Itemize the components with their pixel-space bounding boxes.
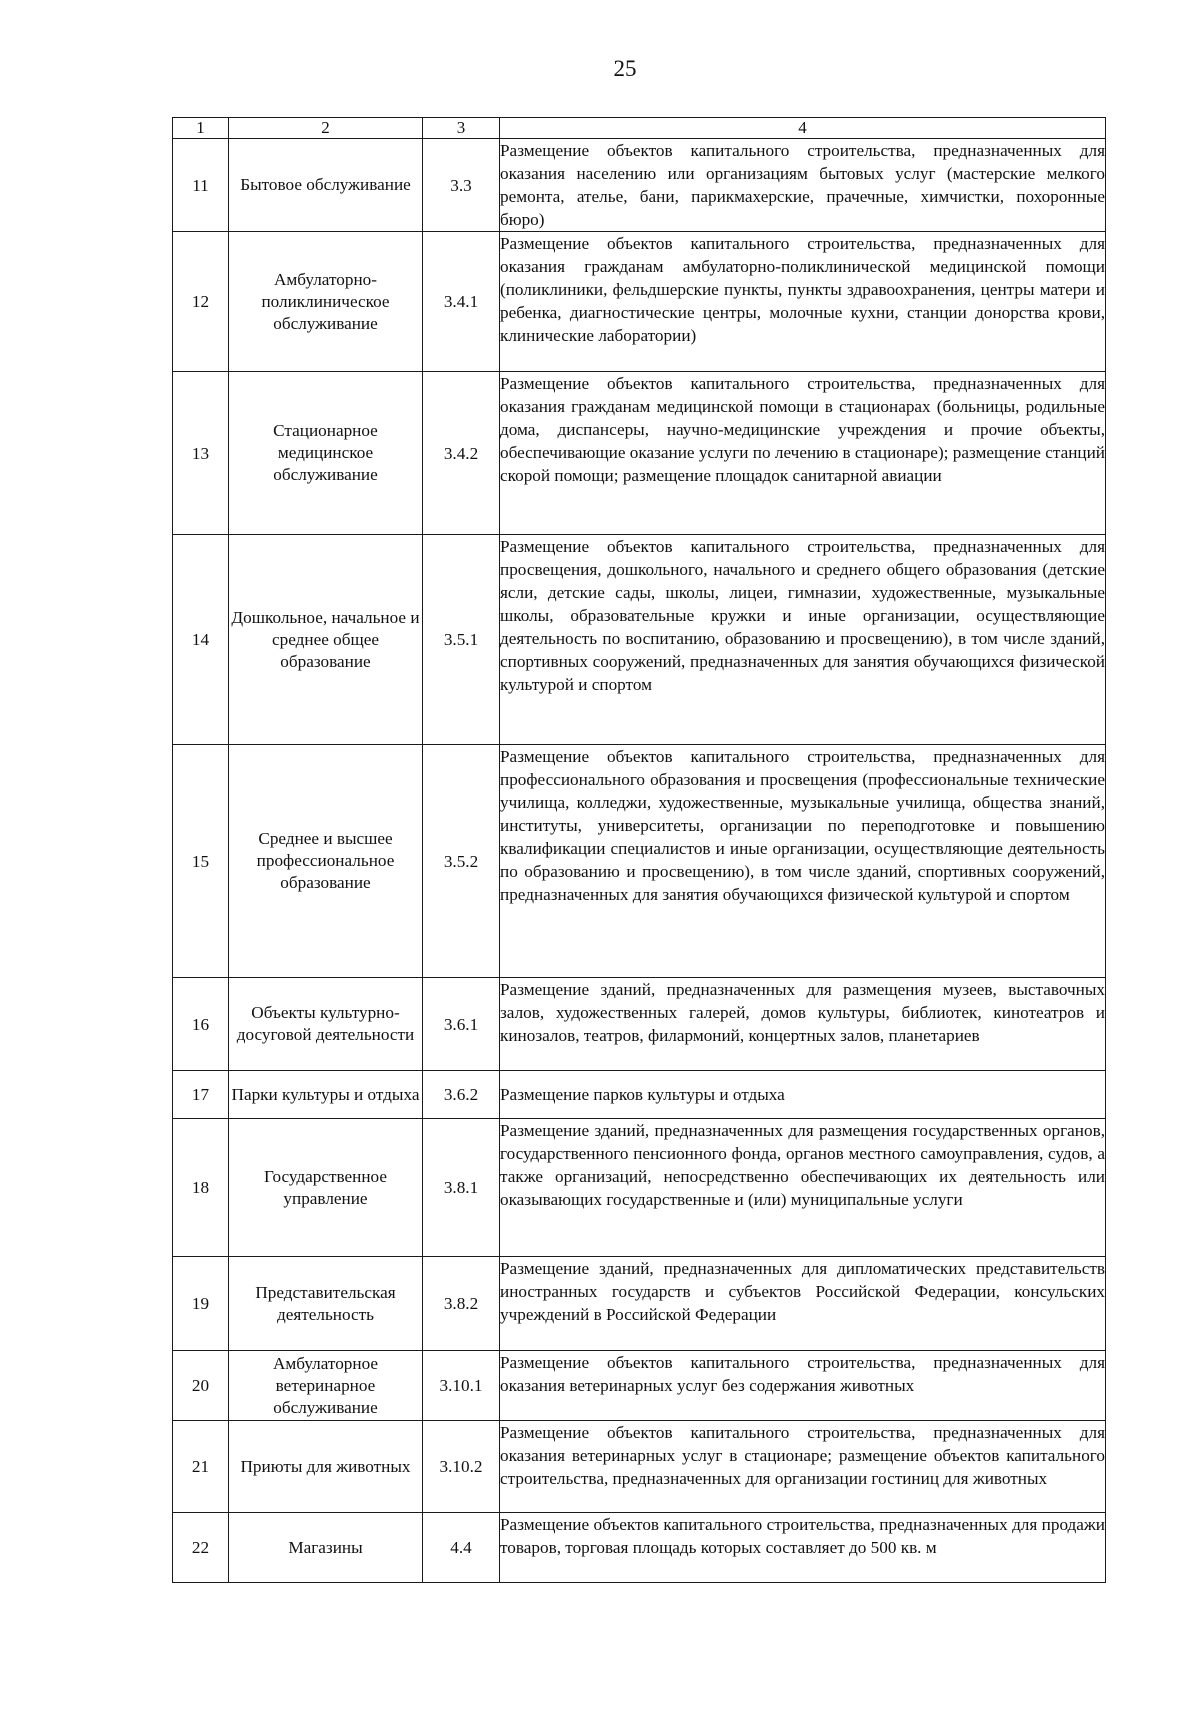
use-description: Размещение объектов капитального строительства, предназначенных для продажи товаров, торговая площадь которых составляет до 500 кв. м xyxy=(500,1513,1106,1583)
row-number: 16 xyxy=(173,978,229,1071)
use-description: Размещение парков культуры и отдыха xyxy=(500,1071,1106,1119)
classifier-code: 3.4.2 xyxy=(423,372,500,535)
use-description: Размещение объектов капитального строительства, предназначенных для оказания ветеринарных услуг без содержания животных xyxy=(500,1351,1106,1421)
use-description: Размещение объектов капитального строительства, предназначенных для оказания гражданам медицинской помощи в стационарах (больницы, родильные дома, диспансеры, научно-медицинские учреждения и прочие объекты, обеспечивающие оказание услуги по лечению в стационаре); размещение станций скорой помощи; размещение площадок санитарной авиации xyxy=(500,372,1106,535)
row-number: 18 xyxy=(173,1119,229,1257)
use-type-name: Представительская деятельность xyxy=(229,1257,423,1351)
use-type-name: Бытовое обслуживание xyxy=(229,139,423,232)
use-description: Размещение объектов капитального строительства, предназначенных для оказания ветеринарных услуг в стационаре; размещение объектов капитального строительства, предназначенных для организации гостиниц для животных xyxy=(500,1421,1106,1513)
row-number: 19 xyxy=(173,1257,229,1351)
header-cell: 2 xyxy=(229,118,423,139)
classifier-code: 3.5.2 xyxy=(423,745,500,978)
classifier-code: 3.8.2 xyxy=(423,1257,500,1351)
use-description: Размещение объектов капитального строительства, предназначенных для оказания населению или организациям бытовых услуг (мастерские мелкого ремонта, ателье, бани, парикмахерские, прачечные, химчистки, похоронные бюро) xyxy=(500,139,1106,232)
table-row xyxy=(173,139,1106,232)
table-header-row xyxy=(173,118,1106,139)
row-number: 11 xyxy=(173,139,229,232)
use-type-name: Объекты культурно-досуговой деятельности xyxy=(229,978,423,1071)
table-row xyxy=(173,1351,1106,1421)
classifier-code: 3.6.2 xyxy=(423,1071,500,1119)
use-description: Размещение объектов капитального строительства, предназначенных для профессионального образования и просвещения (профессиональные технические училища, колледжи, художественные, музыкальные училища, общества знаний, институты, университеты, организации по переподготовке и повышению квалификации специалистов и иные организации, осуществляющие деятельность по образованию и просвещению), в том числе зданий, спортивных сооружений, предназначенных для занятия обучающихся физической культурой и спортом xyxy=(500,745,1106,978)
use-description: Размещение зданий, предназначенных для размещения государственных органов, государственного пенсионного фонда, органов местного самоуправления, судов, а также организаций, непосредственно обеспечивающих их деятельность или оказывающих государственные и (или) муниципальные услуги xyxy=(500,1119,1106,1257)
header-cell: 3 xyxy=(423,118,500,139)
table-row xyxy=(173,232,1106,372)
land-use-table xyxy=(172,117,1106,1583)
row-number: 15 xyxy=(173,745,229,978)
use-description: Размещение объектов капитального строительства, предназначенных для оказания гражданам амбулаторно-поликлинической медицинской помощи (поликлиники, фельдшерские пункты, пункты здравоохранения, центры матери и ребенка, диагностические центры, молочные кухни, станции донорства крови, клинические лаборатории) xyxy=(500,232,1106,372)
table-row xyxy=(173,1257,1106,1351)
table-row xyxy=(173,745,1106,978)
use-description: Размещение зданий, предназначенных для размещения музеев, выставочных залов, художественных галерей, домов культуры, библиотек, кинотеатров и кинозалов, театров, филармоний, концертных залов, планетариев xyxy=(500,978,1106,1071)
header-cell: 4 xyxy=(500,118,1106,139)
classifier-code: 3.5.1 xyxy=(423,535,500,745)
row-number: 22 xyxy=(173,1513,229,1583)
table-row xyxy=(173,1119,1106,1257)
row-number: 14 xyxy=(173,535,229,745)
row-number: 21 xyxy=(173,1421,229,1513)
classifier-code: 3.4.1 xyxy=(423,232,500,372)
use-type-name: Государственное управление xyxy=(229,1119,423,1257)
use-type-name: Амбулаторное ветеринарное обслуживание xyxy=(229,1351,423,1421)
table-row xyxy=(173,535,1106,745)
classifier-code: 3.10.2 xyxy=(423,1421,500,1513)
use-type-name: Амбулаторно-поликлиническое обслуживание xyxy=(229,232,423,372)
header-cell: 1 xyxy=(173,118,229,139)
classifier-code: 4.4 xyxy=(423,1513,500,1583)
use-description: Размещение зданий, предназначенных для дипломатических представительств иностранных государств и субъектов Российской Федерации, консульских учреждений в Российской Федерации xyxy=(500,1257,1106,1351)
use-type-name: Стационарное медицинское обслуживание xyxy=(229,372,423,535)
classifier-code: 3.3 xyxy=(423,139,500,232)
classifier-code: 3.10.1 xyxy=(423,1351,500,1421)
use-type-name: Дошкольное, начальное и среднее общее образование xyxy=(229,535,423,745)
use-type-name: Магазины xyxy=(229,1513,423,1583)
table-row xyxy=(173,1513,1106,1583)
table-row xyxy=(173,978,1106,1071)
row-number: 17 xyxy=(173,1071,229,1119)
row-number: 20 xyxy=(173,1351,229,1421)
use-type-name: Приюты для животных xyxy=(229,1421,423,1513)
classifier-code: 3.8.1 xyxy=(423,1119,500,1257)
row-number: 12 xyxy=(173,232,229,372)
use-type-name: Парки культуры и отдыха xyxy=(229,1071,423,1119)
table-row xyxy=(173,1071,1106,1119)
table-row xyxy=(173,372,1106,535)
row-number: 13 xyxy=(173,372,229,535)
page-number: 25 xyxy=(613,56,637,81)
table-row xyxy=(173,1421,1106,1513)
use-type-name: Среднее и высшее профессиональное образование xyxy=(229,745,423,978)
use-description: Размещение объектов капитального строительства, предназначенных для просвещения, дошкольного, начального и среднего общего образования (детские ясли, детские сады, школы, лицеи, гимназии, художественные, музыкальные школы, образовательные кружки и иные организации, осуществляющие деятельность по воспитанию, образованию и просвещению), в том числе зданий, спортивных сооружений, предназначенных для занятия обучающихся физической культурой и спортом xyxy=(500,535,1106,745)
classifier-code: 3.6.1 xyxy=(423,978,500,1071)
